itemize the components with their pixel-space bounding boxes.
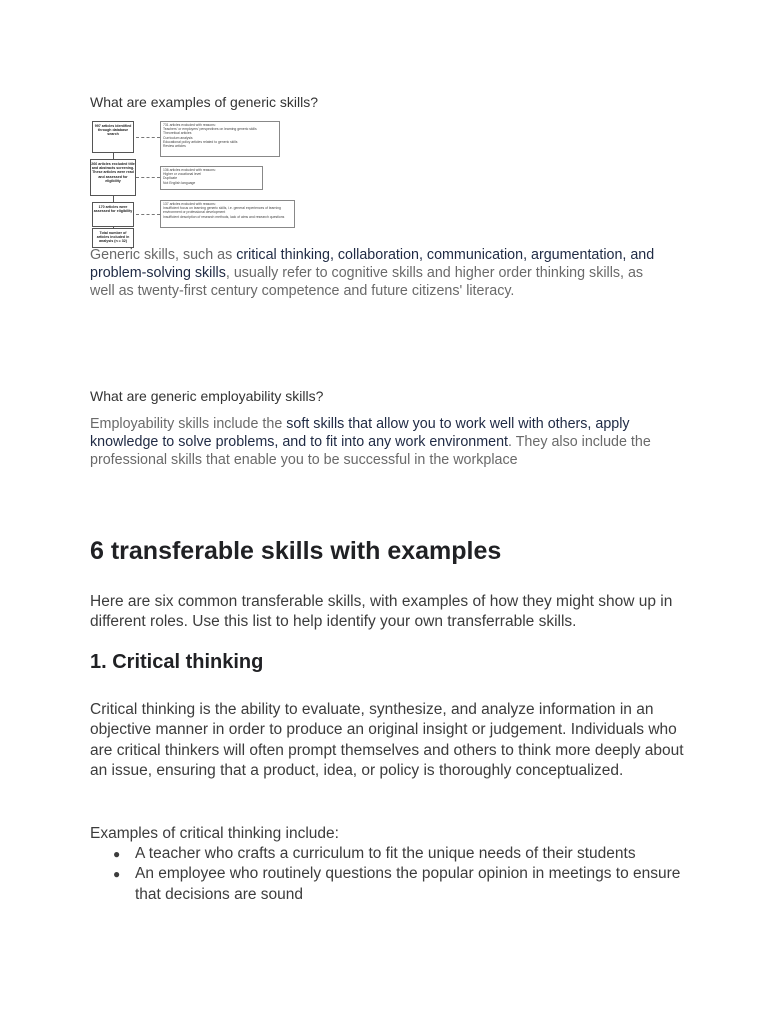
list-item-text: A teacher who crafts a curriculum to fit the unique needs of their students bbox=[135, 845, 636, 862]
flowchart-connector bbox=[136, 177, 160, 178]
bullet-icon: ● bbox=[113, 867, 121, 882]
list-item-text: An employee who routinely questions the popular opinion in meetings to ensure that decisions are sound bbox=[135, 865, 681, 903]
answer-text: . They also include the professional skills that enable you to be successful in the workplace bbox=[90, 434, 651, 468]
flowchart-image bbox=[90, 118, 300, 248]
flowchart-box-included: Total number of articles included in analysis (n = 32) bbox=[92, 228, 134, 248]
flowchart-connector bbox=[136, 214, 160, 215]
exclusion-title: 136 articles excluded with reasons: bbox=[163, 168, 216, 172]
flowchart-exclusion-box-1 bbox=[160, 121, 280, 157]
answer-highlight: soft skills that allow you to work well with others, apply knowledge to solve problems, and to fit into any work environment bbox=[90, 416, 630, 450]
flowchart-exclusion-box-2 bbox=[160, 166, 263, 190]
exclusion-item: Curriculum analysis bbox=[163, 135, 193, 140]
flowchart-connector bbox=[136, 137, 160, 138]
exclusion-item: Higher or vocational level bbox=[163, 172, 202, 177]
exclusion-item: Educational policy articles related to generic skills bbox=[163, 139, 238, 144]
exclusion-item: Not English language bbox=[163, 180, 196, 185]
examples-label: Examples of critical thinking include: bbox=[90, 825, 339, 842]
critical-thinking-body: Critical thinking is the ability to evaluate, synthesize, and analyze information in an objective manner in order to produce an original insight or judgement. Individuals who are critical thinkers will often prompt themselves and others to think more deeply about an issue, ensuring that a product, idea, or policy is thoroughly conceptualized. bbox=[90, 701, 684, 779]
list-item bbox=[90, 844, 690, 864]
flowchart-box-identified: 997 articles identified through database search bbox=[92, 121, 134, 153]
bullet-icon: ● bbox=[113, 847, 121, 861]
exclusion-item: Theoretical articles bbox=[163, 131, 192, 136]
examples-list bbox=[90, 844, 690, 905]
answer-text: , usually refer to cognitive skills and higher order thinking skills, as well as twenty-first century competence and future citizens' literacy. bbox=[90, 265, 644, 299]
exclusion-item: Insufficient focus on learning generic skills, i.e. general experiences of learning environment or professional development bbox=[163, 206, 281, 215]
exclusion-item: Teachers' or employers' perspectives on learning generic skills bbox=[163, 127, 257, 132]
exclusion-title: 731 articles excluded with reasons: bbox=[163, 123, 216, 127]
article-intro: Here are six common transferable skills, with examples of how they might show up in different roles. Use this list to help identify your own transferrable skills. bbox=[90, 593, 673, 631]
generic-skills-answer bbox=[90, 246, 668, 300]
flowchart-exclusion-box-3 bbox=[160, 200, 295, 228]
flowchart-box-screened: 266 articles excluded title and abstracts screening. These articles were read and assessed for eligibility bbox=[90, 159, 136, 196]
answer-text: Employability skills include the bbox=[90, 416, 287, 432]
question-heading-employability-skills: What are generic employability skills? bbox=[90, 388, 324, 404]
answer-highlight: critical thinking, collaboration, communication, argumentation, and problem-solving skills bbox=[90, 247, 655, 281]
exclusion-item: Insufficient description of research methods, lack of aims and research questions bbox=[163, 214, 285, 219]
exclusion-title: 137 articles excluded with reasons: bbox=[163, 202, 216, 206]
list-item bbox=[90, 864, 690, 905]
section-title-critical-thinking: 1. Critical thinking bbox=[90, 651, 264, 673]
exclusion-item: Review articles bbox=[163, 144, 186, 149]
employability-skills-answer bbox=[90, 415, 668, 469]
article-title: 6 transferable skills with examples bbox=[90, 537, 502, 565]
exclusion-item: Duplicate bbox=[163, 176, 178, 181]
question-heading-generic-skills: What are examples of generic skills? bbox=[90, 94, 318, 110]
flowchart-box-eligibility: 170 articles were assessed for eligibility bbox=[92, 202, 134, 227]
answer-text: Generic skills, such as bbox=[90, 247, 237, 263]
